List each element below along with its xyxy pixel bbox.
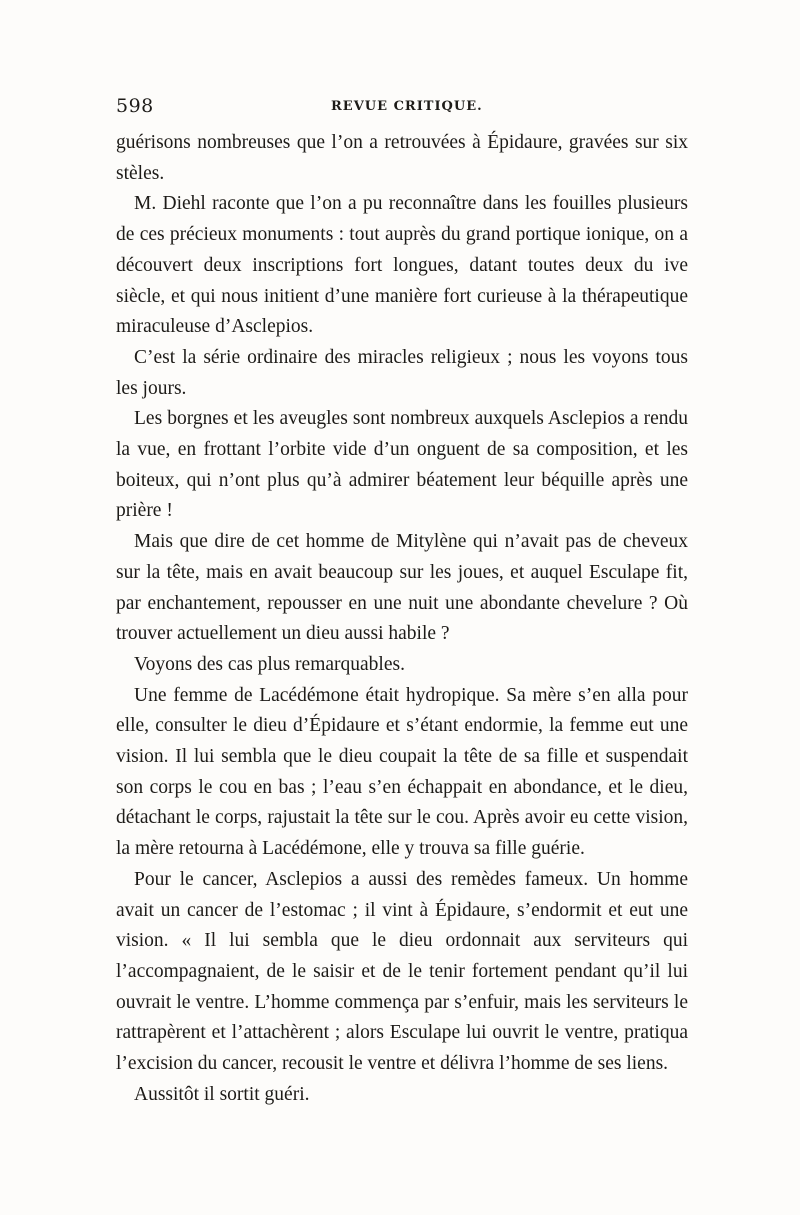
paragraph: Pour le cancer, Asclepios a aussi des remèdes fameux. Un homme avait un cancer de l’estomac ; il vint à Épidaure, s’endormit et eut une vision. « Il lui sembla que le dieu ordonnait aux serviteurs qui l’accompagnaient, de le saisir et de le tenir fortement pendant qu’il lui ouvrait le ventre. L’homme commença par s’enfuir, mais les serviteurs le rattrapèrent et l’attachèrent ; alors Esculape lui ouvrit le ventre, pratiqua l’excision du cancer, recousit le ventre et délivra l’homme de ses liens.	[116, 868, 688, 1075]
page-header	[116, 95, 688, 125]
running-title: REVUE CRITIQUE.	[331, 99, 483, 114]
body-text	[116, 128, 688, 1111]
paragraph: C’est la série ordinaire des miracles religieux ; nous les voyons tous les jours.	[116, 346, 688, 399]
page-number: 598	[116, 95, 154, 117]
paragraph: guérisons nombreuses que l’on a retrouvées à Épidaure, gravées sur six stèles.	[116, 132, 688, 184]
paragraph: Mais que dire de cet homme de Mitylène qui n’avait pas de cheveux sur la tête, mais en avait beaucoup sur les joues, et auquel Esculape fit, par enchantement, repousser en une nuit une abondante chevelure ? Où trouver actuellement un dieu aussi habile ?	[116, 531, 688, 645]
paragraph: Une femme de Lacédémone était hydropique. Sa mère s’en alla pour elle, consulter le dieu d’Épidaure et s’étant endormie, la femme eut une vision. Il lui sembla que le dieu coupait la tête de sa fille et suspendait son corps le cou en bas ; l’eau s’en échappait en abondance, et le dieu, détachant le corps, rajustait la tête sur le cou. Après avoir eu cette vision, la mère retourna à Lacédémone, elle y trouva sa fille guérie.	[116, 684, 688, 860]
paragraph: Voyons des cas plus remarquables.	[134, 653, 405, 675]
paragraph: Les borgnes et les aveugles sont nombreux auxquels Asclepios a rendu la vue, en frottant l’orbite vide d’un onguent de sa composition, et les boiteux, qui n’ont plus qu’à admirer béatement leur béquille après une prière !	[116, 408, 688, 522]
paragraph: Aussitôt il sortit guéri.	[134, 1083, 310, 1105]
paragraph: M. Diehl raconte que l’on a pu reconnaître dans les fouilles plusieurs de ces précieux monuments : tout auprès du grand portique ionique, on a découvert deux inscriptions fort longues, datant toutes deux du ive siècle, et qui nous initient d’une manière fort curieuse à la thérapeutique miraculeuse d’Asclepios.	[116, 193, 688, 338]
